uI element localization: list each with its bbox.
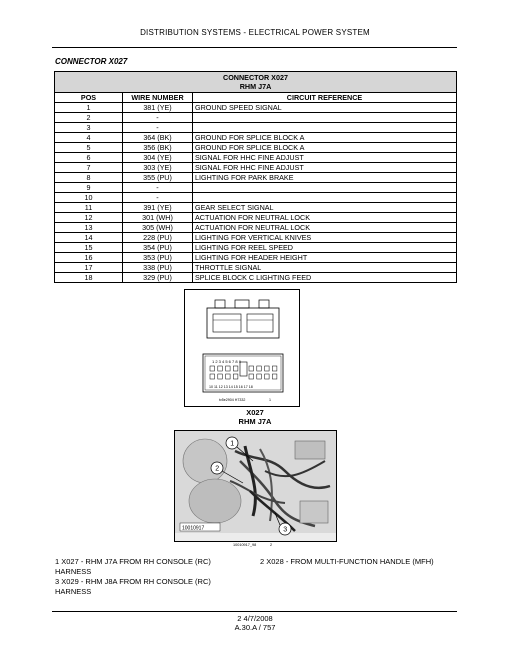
pos-cell: 10: [55, 193, 123, 203]
pin-numbers-bottom: 10 11 12 13 14 15 16 17 18: [209, 385, 253, 389]
wire-number-cell: 353 (PU): [123, 253, 193, 263]
table-row: [55, 143, 457, 153]
figure2-image-no: 2: [270, 543, 273, 547]
circuit-reference-cell: THROTTLE SIGNAL: [193, 263, 457, 273]
wire-number-cell: 381 (YE): [123, 103, 193, 113]
wire-number-cell: 303 (YE): [123, 163, 193, 173]
wire-number-cell: 301 (WH): [123, 213, 193, 223]
wire-number-cell: 304 (YE): [123, 153, 193, 163]
callout-2: 2: [215, 465, 220, 473]
wire-number-cell: 391 (YE): [123, 203, 193, 213]
table-row: [55, 213, 457, 223]
connector-diagram-figure: [184, 289, 300, 407]
circuit-reference-cell: SIGNAL FOR HHC FINE ADJUST: [193, 153, 457, 163]
circuit-reference-cell: GEAR SELECT SIGNAL: [193, 203, 457, 213]
pos-cell: 18: [55, 273, 123, 283]
harness-photo-figure: [174, 430, 337, 542]
pin-cavity-top: [257, 366, 262, 371]
callout-1: 1: [230, 440, 235, 448]
table-row: [55, 113, 457, 123]
figure1-image-no: 1: [269, 398, 271, 402]
pos-cell: 4: [55, 133, 123, 143]
circuit-reference-cell: GROUND FOR SPLICE BLOCK A: [193, 143, 457, 153]
pos-cell: 6: [55, 153, 123, 163]
legend-item-3: 3 X029 - RHM J8A FROM RH CONSOLE (RC) HARNESS: [55, 577, 211, 596]
pin-cavity-top: [265, 366, 270, 371]
pos-cell: 15: [55, 243, 123, 253]
pos-cell: 13: [55, 223, 123, 233]
pos-cell: 17: [55, 263, 123, 273]
pin-cavity-top: [218, 366, 223, 371]
pos-cell: 3: [55, 123, 123, 133]
col-header-wire: WIRE NUMBER: [123, 93, 193, 103]
wire-number-cell: 329 (PU): [123, 273, 193, 283]
table-row: [55, 223, 457, 233]
pin-cavity-top: [249, 366, 254, 371]
table-row: [55, 133, 457, 143]
wire-number-cell: -: [123, 183, 193, 193]
table-row: [55, 273, 457, 283]
table-title-line2: RHM J7A: [239, 82, 272, 91]
pin-cavity-top: [226, 366, 231, 371]
legend-item-1: 1 X027 - RHM J7A FROM RH CONSOLE (RC) HARNESS: [55, 557, 211, 576]
page-header: DISTRIBUTION SYSTEMS - ELECTRICAL POWER SYSTEM: [140, 28, 370, 37]
wire-number-cell: 305 (WH): [123, 223, 193, 233]
pos-cell: 2: [55, 113, 123, 123]
connector-diagram-svg: [185, 290, 299, 406]
wire-number-cell: 228 (PU): [123, 233, 193, 243]
circuit-reference-cell: [193, 113, 457, 123]
circuit-reference-cell: SIGNAL FOR HHC FINE ADJUST: [193, 163, 457, 173]
wire-number-cell: 354 (PU): [123, 243, 193, 253]
pos-cell: 14: [55, 233, 123, 243]
pos-cell: 1: [55, 103, 123, 113]
table-row: [55, 233, 457, 243]
figure1-image-id: tv5e2904 H7332: [219, 398, 246, 402]
pos-cell: 5: [55, 143, 123, 153]
circuit-reference-cell: [193, 123, 457, 133]
table-row: [55, 243, 457, 253]
pos-cell: 7: [55, 163, 123, 173]
pos-cell: 9: [55, 183, 123, 193]
wire-number-cell: -: [123, 123, 193, 133]
table-row: [55, 103, 457, 113]
pin-cavity-bottom: [210, 374, 215, 379]
circuit-reference-cell: LIGHTING FOR HEADER HEIGHT: [193, 253, 457, 263]
section-title: CONNECTOR X027: [55, 57, 128, 66]
pin-cavity-bottom: [233, 374, 238, 379]
pin-cavity-bottom: [218, 374, 223, 379]
circuit-reference-cell: SPLICE BLOCK C LIGHTING FEED: [193, 273, 457, 283]
pin-cavity-bottom: [249, 374, 254, 379]
circuit-reference-cell: [193, 193, 457, 203]
pin-cavity-top: [233, 366, 238, 371]
table-row: [55, 153, 457, 163]
footer-rule: [52, 611, 457, 612]
harness-photo-svg: [175, 431, 336, 541]
circuit-reference-cell: LIGHTING FOR REEL SPEED: [193, 243, 457, 253]
table-row: [55, 173, 457, 183]
pos-cell: 11: [55, 203, 123, 213]
table-row: [55, 163, 457, 173]
pin-cavity-top: [272, 366, 277, 371]
wire-number-cell: 356 (BK): [123, 143, 193, 153]
table-row: [55, 123, 457, 133]
circuit-reference-cell: LIGHTING FOR PARK BRAKE: [193, 173, 457, 183]
circuit-reference-cell: ACTUATION FOR NEUTRAL LOCK: [193, 213, 457, 223]
circuit-reference-cell: ACTUATION FOR NEUTRAL LOCK: [193, 223, 457, 233]
col-header-circuit: CIRCUIT REFERENCE: [193, 93, 457, 103]
table-title-line1: CONNECTOR X027: [223, 73, 288, 82]
wire-number-cell: 355 (PU): [123, 173, 193, 183]
pos-cell: 12: [55, 213, 123, 223]
col-header-pos: POS: [55, 93, 123, 103]
pin-cavity-bottom: [226, 374, 231, 379]
legend-item-2: 2 X028 - FROM MULTI-FUNCTION HANDLE (MFH): [260, 557, 434, 566]
table-row: [55, 183, 457, 193]
footer-date: 2 4/7/2008: [237, 614, 273, 623]
photo-corner-id: 10010917: [182, 525, 205, 532]
pin-cavity-bottom: [265, 374, 270, 379]
circuit-reference-cell: GROUND SPEED SIGNAL: [193, 103, 457, 113]
table-row: [55, 193, 457, 203]
figure2-image-id: 10010917_98: [233, 543, 257, 547]
header-rule: [52, 47, 457, 48]
pin-cavity-top: [210, 366, 215, 371]
pin-cavity-bottom: [272, 374, 277, 379]
circuit-reference-cell: [193, 183, 457, 193]
pin-cavity-bottom: [257, 374, 262, 379]
table-row: [55, 253, 457, 263]
connector-table: [54, 71, 457, 283]
wire-number-cell: -: [123, 113, 193, 123]
table-row: [55, 263, 457, 273]
table-row: [55, 203, 457, 213]
table-caption: [55, 72, 457, 93]
pos-cell: 16: [55, 253, 123, 263]
pos-cell: 8: [55, 173, 123, 183]
wire-number-cell: 364 (BK): [123, 133, 193, 143]
figure1-caption-line1: X027: [246, 408, 264, 417]
circuit-reference-cell: LIGHTING FOR VERTICAL KNIVES: [193, 233, 457, 243]
wire-number-cell: -: [123, 193, 193, 203]
footer-page: A.30.A / 757: [234, 623, 276, 632]
pin-numbers-top: 1 2 3 4 5 6 7 8 9: [212, 359, 241, 364]
callout-3: 3: [283, 526, 288, 534]
wire-number-cell: 338 (PU): [123, 263, 193, 273]
table-header-row: [55, 93, 457, 103]
circuit-reference-cell: GROUND FOR SPLICE BLOCK A: [193, 133, 457, 143]
figure1-caption-line2: RHM J7A: [238, 417, 272, 426]
